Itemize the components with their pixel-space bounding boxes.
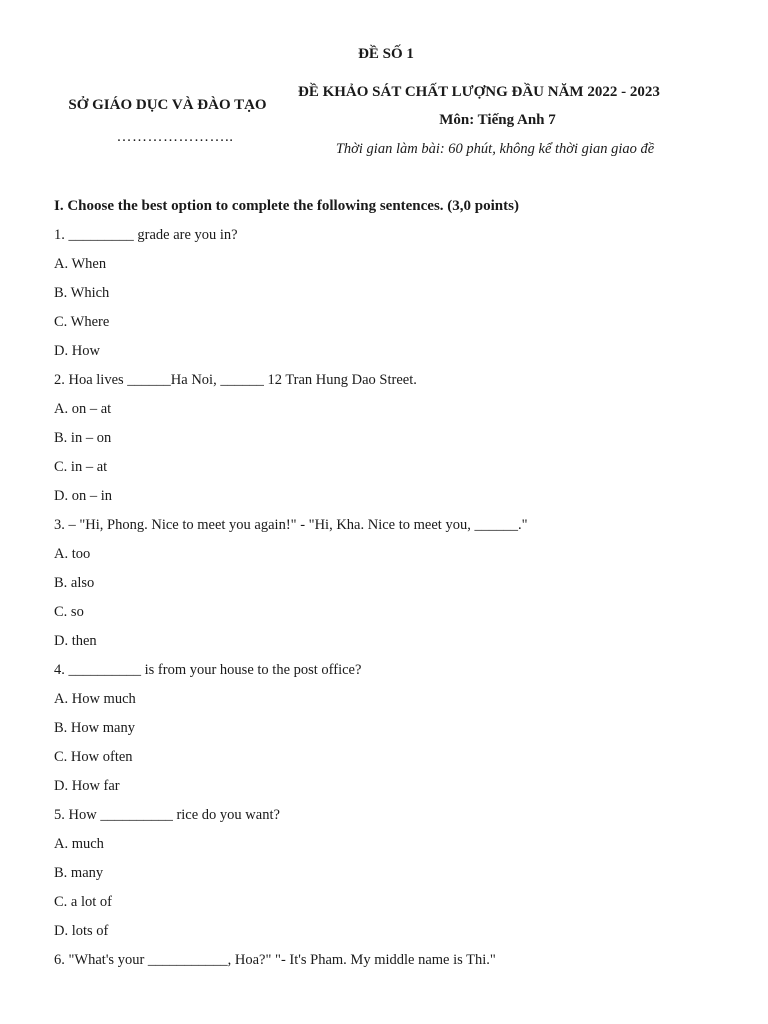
- question-5-option-d: D. lots of: [54, 923, 109, 939]
- question-5-option-c: C. a lot of: [54, 894, 112, 910]
- question-3-option-c: C. so: [54, 604, 84, 620]
- question-5-option-b: B. many: [54, 865, 104, 881]
- department-name: SỞ GIÁO DỤC VÀ ĐÀO TẠO: [68, 97, 267, 113]
- question-3-option-a: A. too: [54, 546, 91, 562]
- question-4-option-d: D. How far: [54, 778, 120, 794]
- question-4-option-b: B. How many: [54, 720, 135, 736]
- question-3-option-d: D. then: [54, 633, 97, 649]
- exam-number: [0, 46, 768, 63]
- question-5: 5. How __________ rice do you want?: [54, 807, 280, 823]
- exam-number-text: ĐỀ SỐ 1: [358, 46, 414, 62]
- question-6: 6. "What's your ___________, Hoa?" "- It's Pham. My middle name is Thi.": [54, 952, 496, 968]
- exam-subject: Môn: Tiếng Anh 7: [439, 112, 556, 128]
- question-1-option-b: B. Which: [54, 285, 110, 301]
- question-2-option-c: C. in – at: [54, 459, 108, 475]
- question-1-option-c: C. Where: [54, 314, 110, 330]
- question-4: 4. __________ is from your house to the post office?: [54, 662, 362, 678]
- question-3-option-b: B. also: [54, 575, 95, 591]
- exam-time: Thời gian làm bài: 60 phút, không kể thời gian giao đề: [335, 141, 655, 157]
- question-4-option-a: A. How much: [54, 691, 136, 707]
- question-1-option-a: A. When: [54, 256, 107, 272]
- question-2-option-d: D. on – in: [54, 488, 112, 504]
- exam-title: ĐỀ KHẢO SÁT CHẤT LƯỢNG ĐẦU NĂM 2022 - 2023: [298, 84, 660, 100]
- question-2: 2. Hoa lives ______Ha Noi, ______ 12 Tran Hung Dao Street.: [54, 372, 417, 388]
- question-3: 3. – "Hi, Phong. Nice to meet you again!" - "Hi, Kha. Nice to meet you, ______.": [54, 517, 528, 533]
- question-1-option-d: D. How: [54, 343, 100, 359]
- question-2-option-b: B. in – on: [54, 430, 112, 446]
- department-placeholder-dots: …………………..: [116, 129, 234, 145]
- question-5-option-a: A. much: [54, 836, 104, 852]
- question-4-option-c: C. How often: [54, 749, 133, 765]
- question-2-option-a: A. on – at: [54, 401, 112, 417]
- section-title: I. Choose the best option to complete the following sentences. (3,0 points): [54, 198, 519, 214]
- question-1: 1. _________ grade are you in?: [54, 227, 238, 243]
